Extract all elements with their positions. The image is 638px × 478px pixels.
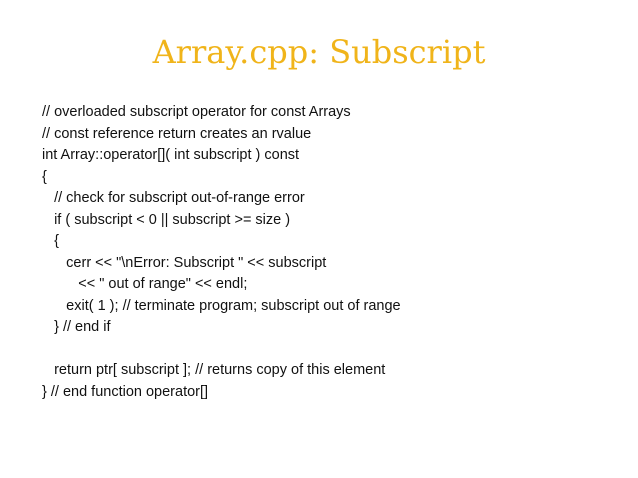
code-line: exit( 1 ); // terminate program; subscript out of range xyxy=(42,297,401,314)
code-block xyxy=(42,102,632,403)
code-line: { xyxy=(42,233,59,249)
code-line: } // end if xyxy=(42,319,111,335)
code-line: if ( subscript < 0 || subscript >= size ) xyxy=(42,211,291,228)
code-line: { xyxy=(42,168,47,185)
code-line: return ptr[ subscript ]; // returns copy of this element xyxy=(42,362,386,378)
code-line: } // end function operator[] xyxy=(42,383,209,400)
code-line: // overloaded subscript operator for const Arrays xyxy=(42,104,351,120)
code-line: // check for subscript out-of-range error xyxy=(42,190,305,206)
slide-title: Array.cpp: Subscript xyxy=(152,33,486,71)
code-line: cerr << "\nError: Subscript " << subscript xyxy=(42,254,327,271)
code-line xyxy=(42,339,632,361)
code-line: int Array::operator[]( int subscript ) const xyxy=(42,147,300,163)
code-line: // const reference return creates an rvalue xyxy=(42,125,312,142)
code-line: << " out of range" << endl; xyxy=(42,276,248,292)
